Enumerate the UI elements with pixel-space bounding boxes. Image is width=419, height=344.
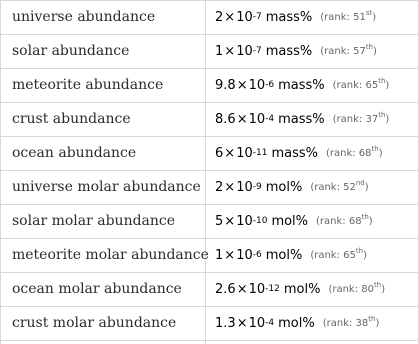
rank-close: ) — [372, 11, 377, 23]
rank-label: (rank: — [322, 317, 356, 329]
value-base: 10 — [236, 9, 253, 25]
rank-close: ) — [381, 283, 386, 295]
value-mantissa: 2.6 — [215, 281, 236, 297]
rank-label: (rank: — [332, 79, 366, 91]
rank-close: ) — [375, 317, 380, 329]
property-name — [0, 306, 205, 340]
rank-number: 65 — [343, 249, 356, 261]
rank-annotation — [316, 212, 373, 227]
rank-suffix: th — [365, 42, 373, 51]
table-row — [0, 204, 419, 238]
times-symbol: × — [224, 213, 236, 229]
value-base: 10 — [248, 281, 266, 297]
times-symbol: × — [224, 179, 236, 195]
table-row — [0, 68, 419, 102]
property-name — [0, 170, 205, 204]
value-base: 10 — [236, 145, 253, 161]
rank-label: (rank: — [325, 147, 359, 159]
property-value: 8.6 × 10 -4 mass% (rank: 37th) — [215, 110, 390, 127]
rank-annotation — [332, 76, 390, 91]
value-unit: mass% — [265, 43, 313, 59]
rank-close: ) — [368, 215, 373, 227]
rank-suffix: th — [355, 246, 364, 255]
value-unit: mass% — [278, 111, 325, 127]
value-mantissa: 1.3 — [215, 315, 236, 331]
table-row — [0, 238, 419, 272]
row-divider — [0, 272, 419, 273]
property-value: 2.6 × 10 -12 mol% (rank: 80th) — [215, 280, 386, 297]
rank-label: (rank: — [332, 113, 366, 125]
rank-suffix: th — [368, 314, 376, 323]
table-row — [0, 170, 419, 204]
property-value: 1.3 × 10 -4 mol% (rank: 38th) — [215, 314, 380, 331]
rank-close: ) — [373, 45, 377, 57]
rank-suffix: th — [374, 280, 382, 289]
rank-label: (rank: — [310, 181, 344, 193]
property-value: 1 × 10 -7 mass% (rank: 57th) — [215, 42, 377, 59]
rank-label: (rank: — [320, 11, 354, 23]
rank-annotation — [320, 42, 377, 57]
rank-suffix: th — [371, 144, 379, 153]
property-value: 2 × 10 -9 mol% (rank: 52nd) — [215, 178, 369, 195]
value-base: 10 — [236, 179, 253, 195]
rank-suffix: th — [378, 110, 386, 119]
value-unit: mass% — [271, 145, 318, 161]
rank-number: 37 — [365, 113, 379, 125]
rank-number: 57 — [353, 45, 366, 57]
value-mantissa: 6 — [215, 145, 224, 161]
property-name — [0, 102, 205, 136]
value-unit: mol% — [265, 247, 303, 263]
property-name — [0, 68, 205, 102]
value-unit: mol% — [278, 315, 315, 331]
value-base: 10 — [248, 77, 266, 93]
rank-number: 65 — [365, 79, 379, 91]
table-row — [0, 0, 419, 34]
property-name — [0, 204, 205, 238]
rank-number: 38 — [355, 317, 369, 329]
property-value: 5 × 10 -10 mol% (rank: 68th) — [215, 212, 373, 229]
row-divider — [0, 0, 419, 1]
value-base: 10 — [236, 43, 253, 59]
value-mantissa: 2 — [215, 179, 224, 195]
rank-number: 52 — [343, 181, 356, 193]
row-divider — [0, 340, 419, 341]
value-base: 10 — [236, 213, 253, 229]
rank-suffix: th — [378, 76, 386, 85]
rank-close: ) — [363, 249, 367, 261]
row-divider — [0, 238, 419, 239]
property-name-text: crust molar abundance — [12, 315, 177, 331]
row-divider — [0, 204, 419, 205]
property-name — [0, 0, 205, 34]
value-mantissa: 8.6 — [215, 111, 236, 127]
rank-label: (rank: — [310, 249, 344, 261]
property-value: 1 × 10 -6 mol% (rank: 65th) — [215, 246, 367, 263]
rank-annotation — [322, 314, 380, 329]
rank-suffix: nd — [355, 178, 365, 187]
value-base: 10 — [248, 315, 266, 331]
rank-number: 68 — [358, 147, 372, 159]
rank-annotation — [328, 280, 386, 295]
rank-label: (rank: — [328, 283, 362, 295]
times-symbol: × — [236, 111, 248, 127]
rank-annotation — [310, 246, 367, 261]
property-name-text: crust abundance — [12, 111, 131, 127]
value-mantissa: 5 — [215, 213, 224, 229]
value-unit: mol% — [265, 179, 303, 195]
property-name-text: universe abundance — [12, 9, 156, 25]
times-symbol: × — [236, 77, 248, 93]
property-name — [0, 272, 205, 306]
row-divider — [0, 68, 419, 69]
property-name — [0, 34, 205, 68]
property-value: 6 × 10 -11 mass% (rank: 68th) — [215, 144, 383, 161]
times-symbol: × — [224, 247, 236, 263]
times-symbol: × — [236, 281, 248, 297]
value-mantissa: 1 — [215, 43, 224, 59]
value-unit: mass% — [265, 9, 313, 25]
value-unit: mol% — [283, 281, 321, 297]
value-mantissa: 2 — [215, 9, 224, 25]
table-row — [0, 102, 419, 136]
rank-label: (rank: — [316, 215, 349, 227]
property-name-text: ocean abundance — [12, 145, 137, 161]
table-row — [0, 34, 419, 68]
property-name-text: universe molar abundance — [12, 179, 201, 195]
rank-close: ) — [385, 79, 390, 91]
table-row — [0, 306, 419, 340]
property-name-text: solar abundance — [12, 43, 130, 59]
value-base: 10 — [248, 111, 266, 127]
row-divider — [0, 136, 419, 137]
property-name-text: meteorite molar abundance — [12, 247, 209, 263]
property-name — [0, 238, 209, 272]
times-symbol: × — [236, 315, 248, 331]
rank-annotation — [310, 178, 369, 193]
property-name — [0, 136, 205, 170]
row-divider — [0, 306, 419, 307]
rank-close: ) — [378, 147, 383, 159]
rank-suffix: th — [361, 212, 369, 221]
row-divider — [0, 102, 419, 103]
value-unit: mol% — [271, 213, 309, 229]
property-value: 9.8 × 10 -6 mass% (rank: 65th) — [215, 76, 390, 93]
rank-label: (rank: — [320, 45, 354, 57]
value-mantissa: 9.8 — [215, 77, 236, 93]
property-value: 2 × 10 -7 mass% (rank: 51st) — [215, 8, 377, 25]
times-symbol: × — [224, 9, 236, 25]
value-unit: mass% — [278, 77, 325, 93]
rank-suffix: st — [365, 8, 373, 17]
value-mantissa: 1 — [215, 247, 224, 263]
rank-annotation — [325, 144, 383, 159]
rank-close: ) — [364, 181, 369, 193]
times-symbol: × — [224, 43, 236, 59]
table-row — [0, 272, 419, 306]
property-name-text: solar molar abundance — [12, 213, 176, 229]
value-base: 10 — [236, 247, 253, 263]
row-divider — [0, 34, 419, 35]
rank-number: 68 — [348, 215, 362, 227]
rank-annotation — [332, 110, 390, 125]
property-name-text: meteorite abundance — [12, 77, 164, 93]
rank-number: 80 — [361, 283, 374, 295]
rank-number: 51 — [353, 11, 366, 23]
row-divider — [0, 170, 419, 171]
times-symbol: × — [224, 145, 236, 161]
property-name-text: ocean molar abundance — [12, 281, 182, 297]
rank-close: ) — [385, 113, 390, 125]
table-row — [0, 136, 419, 170]
rank-annotation — [320, 8, 377, 23]
